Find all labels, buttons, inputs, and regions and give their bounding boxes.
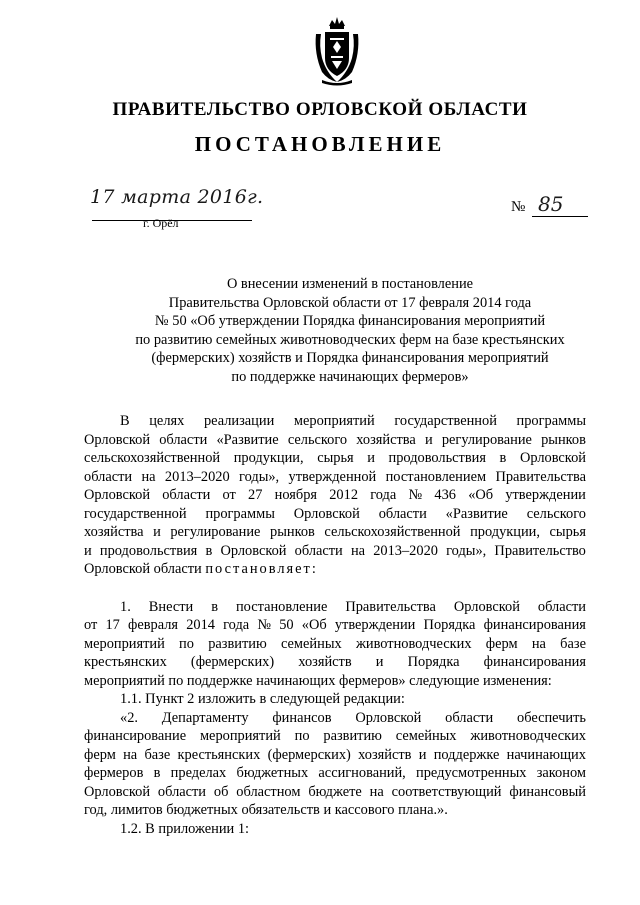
city-label: г. Орёл: [143, 216, 179, 230]
item-1-2-line: 1.2. В приложении 1:: [120, 820, 250, 837]
word: Порядка: [423, 617, 476, 633]
word: регулирование: [170, 524, 261, 540]
word: Правительства: [345, 598, 436, 615]
word: №: [257, 617, 272, 633]
word: ферм: [485, 635, 518, 652]
word: хозяйства: [84, 524, 144, 540]
word: базе: [560, 635, 586, 652]
word: от: [84, 617, 98, 633]
word: 2014: [186, 617, 215, 633]
word: и: [375, 654, 384, 670]
word: области: [162, 487, 211, 503]
word: сырья: [317, 450, 354, 466]
word: Правительства: [495, 468, 586, 485]
word: семейных: [395, 728, 457, 744]
government-title: ПРАВИТЕЛЬСТВО ОРЛОВСКОЙ ОБЛАСТИ: [112, 99, 528, 120]
coat-of-arms-emblem: [312, 14, 362, 86]
word: мероприятий: [84, 635, 165, 652]
preamble-line: [84, 505, 586, 524]
word: развитию: [323, 728, 382, 744]
word: утверждении: [334, 617, 416, 633]
word: В: [120, 413, 130, 429]
word: годы»,: [239, 468, 280, 485]
word: соответствующий: [391, 783, 502, 800]
word: бюджетных: [236, 765, 309, 781]
subject-line: О внесении изменений в постановление: [226, 276, 474, 292]
word: развитию: [208, 635, 267, 652]
preamble-text: Орловской области: [84, 561, 206, 577]
word: программы: [205, 505, 275, 522]
word: «Об: [468, 487, 494, 503]
word: целях: [149, 413, 185, 429]
word: Внести: [148, 598, 194, 615]
quote-line: [84, 746, 586, 765]
word: области: [159, 431, 208, 448]
document-subject: [60, 275, 640, 387]
word: на: [350, 542, 366, 559]
word: фермеров: [84, 765, 144, 781]
word: сельскохозяйственной: [84, 450, 221, 466]
word: рынков: [541, 431, 586, 448]
word: года: [370, 487, 397, 503]
word: и: [153, 524, 161, 540]
word: ферм: [84, 746, 116, 763]
word: Орловской: [519, 450, 586, 466]
word: и: [424, 431, 433, 448]
item-1-line: [84, 653, 586, 672]
word: бюджете: [308, 783, 362, 800]
word: постановление: [235, 598, 328, 615]
word: сельскохозяйственной: [324, 524, 461, 540]
word: сельского: [287, 431, 348, 448]
number-underline: [532, 216, 588, 217]
quote-line: [84, 764, 586, 783]
handwritten-date: 17 марта 2016г.: [90, 186, 264, 208]
word: финансирование: [84, 728, 187, 744]
word: обеспечить: [517, 709, 586, 726]
word: законом: [536, 765, 586, 781]
word: Орловской: [453, 598, 520, 615]
word: хозяйств: [298, 654, 352, 670]
word: «Развитие: [216, 431, 279, 448]
subject-line: (фермерских) хозяйств и Порядка финансирования мероприятий: [151, 350, 549, 367]
quote-line: [84, 727, 586, 746]
word: областном: [236, 783, 301, 800]
word: Орловской: [84, 783, 151, 800]
word: области: [378, 505, 427, 522]
word: поддержке: [433, 746, 500, 763]
quote-line: [84, 709, 586, 728]
word: в: [499, 450, 507, 466]
word: на: [369, 783, 384, 800]
word: об: [213, 783, 229, 800]
word: области: [537, 598, 586, 615]
item-1-line: мероприятий по поддержке начинающих фермеров» следующие изменения:: [84, 672, 552, 689]
word: финансовый: [509, 783, 586, 800]
word: Правительство: [494, 542, 586, 559]
word: животноводческих: [470, 728, 586, 744]
word: «2.: [120, 709, 138, 726]
subject-line: по развитию семейных животноводческих ферм на базе крестьянских: [135, 331, 565, 348]
word: по: [294, 728, 310, 744]
word: 27: [248, 487, 263, 503]
word: финансирования: [483, 617, 586, 633]
word: продукции,: [233, 450, 304, 466]
word: реализации: [203, 413, 275, 429]
word: области: [84, 468, 133, 485]
word: области: [445, 709, 494, 726]
word: предусмотренных: [416, 765, 527, 781]
word: Орловской: [84, 431, 151, 448]
word: и: [418, 746, 427, 763]
word: ассигнований,: [318, 765, 406, 781]
word: базе: [144, 746, 171, 763]
word: ноября: [274, 487, 318, 503]
word: мероприятий: [293, 413, 375, 429]
handwritten-number: 85: [538, 192, 564, 216]
word: 2013–2020: [164, 468, 230, 485]
word: начинающих: [506, 746, 586, 763]
preamble-line: [84, 431, 586, 450]
subject-line: по поддержке начинающих фермеров»: [231, 368, 469, 385]
word: №: [408, 487, 423, 503]
quote-line: [84, 783, 586, 802]
word: продовольствия: [388, 450, 486, 466]
word: сельского: [526, 505, 586, 522]
word: 436: [434, 487, 456, 503]
word: 1.: [120, 598, 131, 615]
word: (фермерских): [267, 746, 351, 763]
word: животноводческих: [355, 635, 472, 652]
word: «Развитие: [445, 505, 508, 522]
word: и: [84, 542, 92, 559]
word: Департаменту: [161, 709, 249, 726]
document-type-title: ПОСТАНОВЛЕНИЕ: [194, 132, 446, 156]
preamble-line: [84, 449, 586, 468]
preamble-line: [84, 468, 586, 487]
document-body: [84, 412, 586, 838]
word: хозяйства: [356, 431, 416, 448]
word: годы»,: [446, 542, 487, 559]
word: 2012: [329, 487, 359, 503]
word: хозяйств: [358, 746, 412, 763]
word: области: [157, 783, 207, 800]
item-1-line: [84, 598, 586, 617]
decree-word: постановляет:: [205, 561, 318, 577]
word: области: [294, 542, 343, 559]
word: 2013–2020: [373, 542, 438, 559]
word: государственной: [394, 413, 497, 429]
subject-line: № 50 «Об утверждении Порядка финансирования мероприятий: [154, 313, 546, 330]
subject-line: Правительства Орловской области от 17 февраля 2014 года: [168, 294, 532, 311]
word: 50: [279, 617, 294, 633]
word: крестьянских: [177, 746, 261, 763]
word: утвержденной: [288, 468, 377, 485]
preamble-line: [84, 523, 586, 542]
item-1-line: [84, 616, 586, 635]
word: в: [205, 542, 213, 559]
word: сырья: [549, 524, 586, 540]
word: по: [179, 635, 194, 652]
word: программы: [516, 413, 586, 429]
item-1-1-line: 1.1. Пункт 2 изложить в следующей редакции:: [120, 691, 405, 707]
word: мероприятий: [199, 728, 281, 744]
word: финансирования: [483, 654, 586, 670]
word: Орловской: [84, 487, 151, 503]
word: февраля: [128, 617, 179, 633]
word: на: [141, 468, 156, 485]
word: 17: [105, 617, 120, 633]
word: (фермерских): [190, 654, 275, 670]
item-1-line: [84, 635, 586, 654]
word: продовольствия: [99, 542, 198, 559]
preamble-line: [84, 412, 586, 431]
word: финансов: [272, 709, 332, 726]
word: семейных: [280, 635, 342, 652]
word: постановлением: [385, 468, 487, 485]
preamble-line: [84, 486, 586, 505]
quote-line: год, лимитов бюджетных обязательств и кассового плана.».: [84, 802, 448, 818]
word: в: [211, 598, 218, 615]
preamble-line: [84, 560, 586, 579]
word: Орловской: [220, 542, 287, 559]
word: Орловской: [355, 709, 422, 726]
preamble-line: [84, 542, 586, 561]
word: пределах: [170, 765, 227, 781]
word: регулирование: [441, 431, 532, 448]
word: Орловской: [293, 505, 360, 522]
word: Порядка: [407, 654, 460, 670]
word: в: [153, 765, 161, 781]
word: «Об: [301, 617, 327, 633]
word: и: [367, 450, 375, 466]
word: утверждении: [505, 487, 586, 503]
word: на: [531, 635, 546, 652]
word: государственной: [84, 505, 187, 522]
word: года: [223, 617, 250, 633]
word: крестьянских: [84, 654, 167, 670]
word: продукции,: [470, 524, 540, 540]
word: от: [222, 487, 236, 503]
number-label: №: [511, 199, 526, 215]
word: рынков: [270, 524, 315, 540]
word: на: [123, 746, 138, 763]
